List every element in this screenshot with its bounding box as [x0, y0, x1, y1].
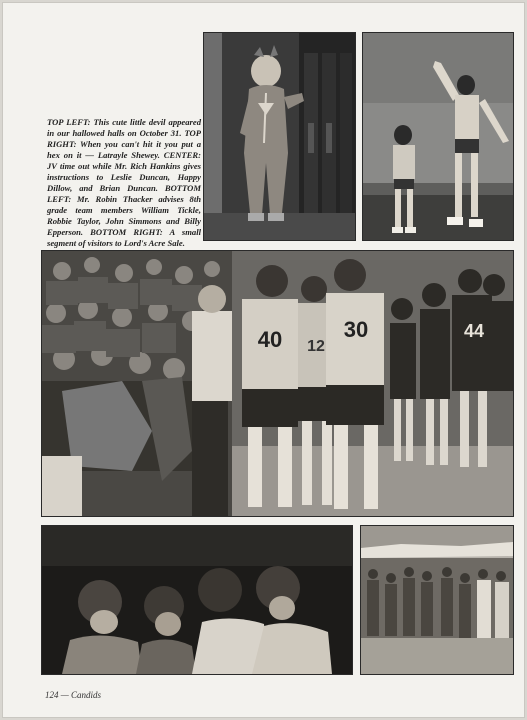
photo-devil-costume: [203, 32, 356, 241]
yearbook-page: [3, 3, 524, 717]
photo-caption: TOP LEFT: This cute little devil appeared in our hallowed halls on October 31. TOP RIGHT: When you can't hit it you put a hex on it — Latrayle Shewey. CENTER: JV time out while Mr. Rich Hankins gives instructions to Leslie Duncan, Happy Dillow, and Brian Duncan. BOTTOM LEFT: Mr. Robin Thacker advises 8th grade team members William Tickle, Robbie Taylor, John Simmons and Billy Epperson. BOTTOM RIGHT: A small segment of visitors to Lord's Acre Sale.: [47, 117, 201, 248]
photo-lords-acre-sale: [360, 525, 514, 675]
jersey-number-12: 12: [307, 338, 325, 355]
page-folio: 124 — Candids: [45, 690, 102, 700]
jersey-number-44: 44: [463, 321, 485, 341]
photo-volleyball: [362, 32, 514, 241]
jersey-number-30: 30: [343, 317, 369, 342]
photo-coach-advising: [41, 525, 353, 675]
photo-basketball-timeout: [41, 250, 514, 517]
jersey-number-40: 40: [257, 327, 283, 352]
